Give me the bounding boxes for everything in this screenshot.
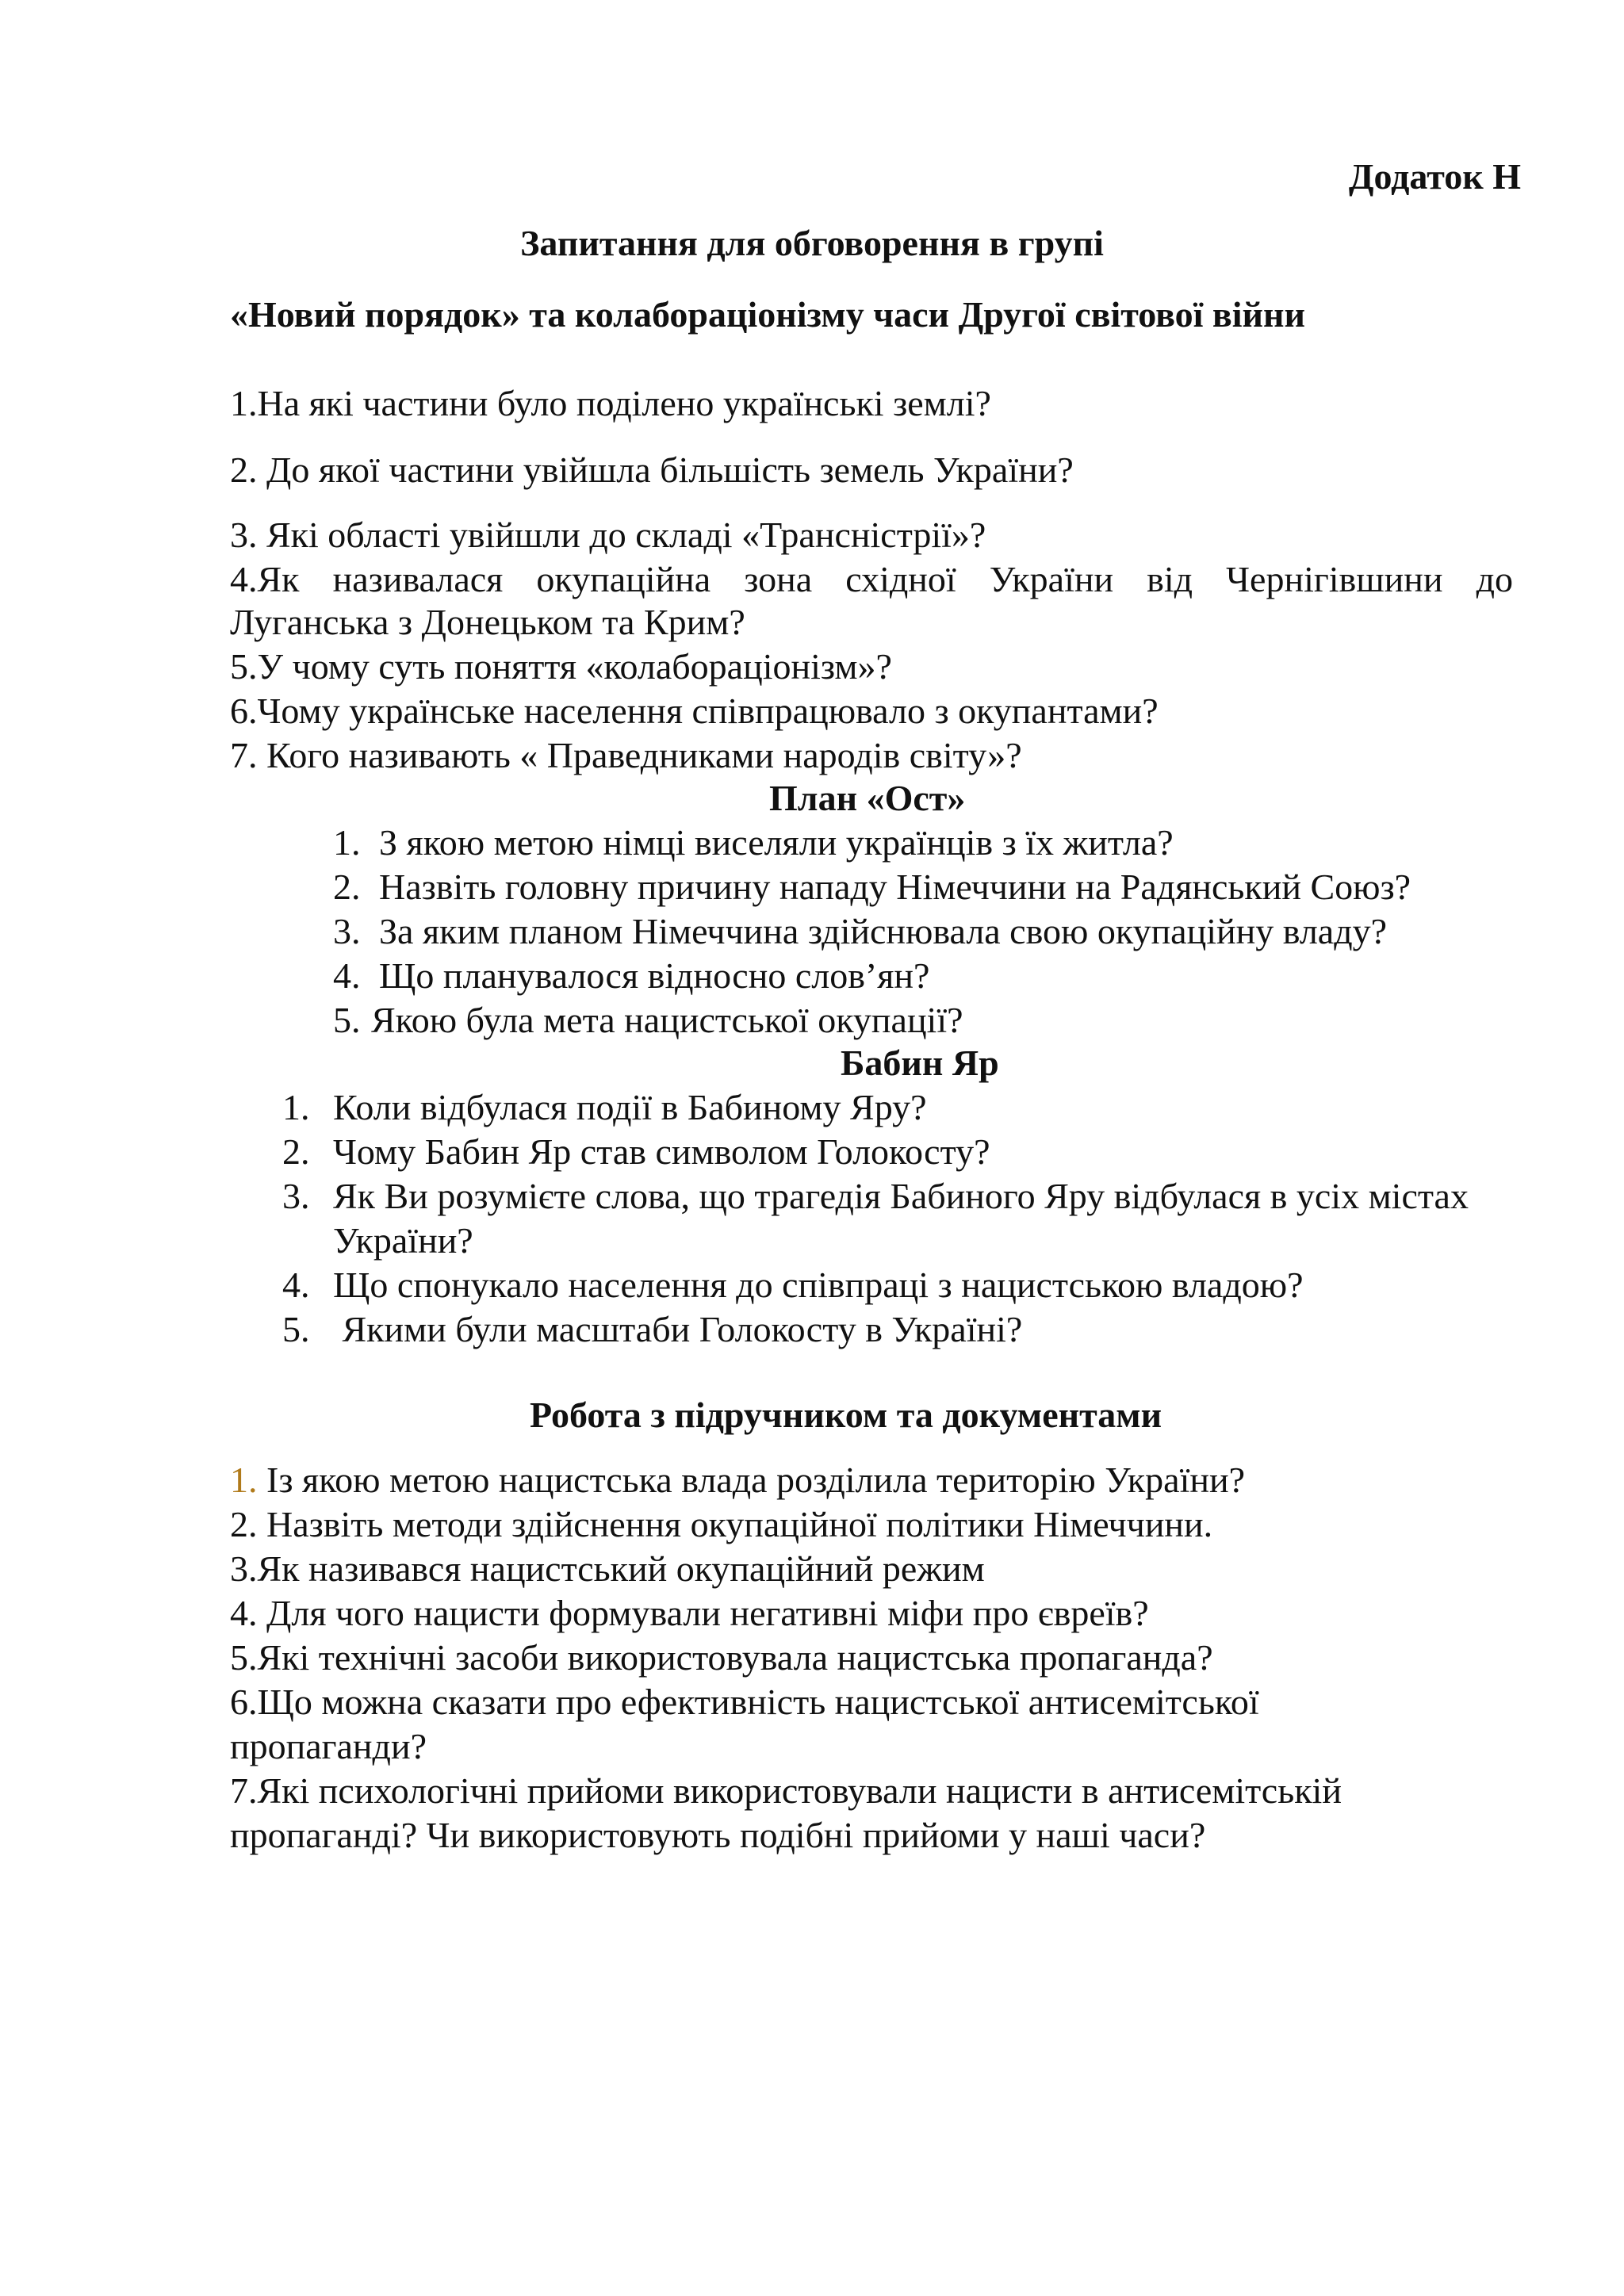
- list-item: 2. Чому Бабин Яр став символом Голокосту?: [282, 1131, 990, 1172]
- section-heading-textbook: Робота з підручником та документами: [530, 1395, 1162, 1435]
- section-heading-plan-ost: План «Ост»: [769, 778, 966, 818]
- question-line: 1. Із якою метою нацистська влада розділила територію України?: [230, 1460, 1246, 1500]
- page-title: Запитання для обговорення в групі: [520, 223, 1104, 263]
- question-line: 5.Які технічні засоби використовувала нацистська пропаганда?: [230, 1637, 1213, 1678]
- appendix-label: Додаток Н: [1348, 156, 1521, 197]
- question-line: пропаганді? Чи використовують подібні прийоми у наші часи?: [230, 1815, 1206, 1855]
- list-item: 3. Як Ви розумієте слова, що трагедія Бабиного Яру відбулася в усіх містах: [282, 1176, 1469, 1216]
- question-line: 7. Кого називають « Праведниками народів світу»?: [230, 735, 1022, 775]
- list-item: 1. Коли відбулася події в Бабиному Яру?: [282, 1087, 927, 1127]
- question-line: 4. Для чого нацисти формували негативні міфи про євреїв?: [230, 1593, 1149, 1633]
- question-line: пропаганди?: [230, 1726, 427, 1766]
- question-line: 7.Які психологічні прийоми використовували нацисти в антисемітській: [230, 1770, 1342, 1811]
- question-line: 3. Які області увійшли до складі «Трансністрії»?: [230, 515, 986, 555]
- question-line: 5.У чому суть поняття «колабораціонізм»?: [230, 646, 892, 687]
- question-line: 2. До якої частини увійшла більшість земель України?: [230, 450, 1074, 490]
- list-item: 2. Назвіть головну причину нападу Німеччини на Радянський Союз?: [333, 867, 1411, 907]
- question-line: 3.Як називався нацистський окупаційний режим: [230, 1548, 985, 1589]
- list-item: 4. Що планувалося відносно слов’ян?: [333, 955, 930, 996]
- question-line: 2. Назвіть методи здійснення окупаційної політики Німеччини.: [230, 1504, 1213, 1544]
- list-item: 5. Якою була мета нацистської окупації?: [333, 1000, 963, 1040]
- section-heading-babyn-yar: Бабин Яр: [841, 1043, 999, 1083]
- list-item: 1. З якою метою німці виселяли українців з їх житла?: [333, 822, 1174, 863]
- page-subtitle: «Новий порядок» та колабораціонізму часи Другої світової війни: [230, 294, 1306, 335]
- list-item: 3. За яким планом Німеччина здійснювала свою окупаційну владу?: [333, 911, 1388, 951]
- question-line: Луганська з Донецьком та Крим?: [230, 602, 745, 642]
- list-item: України?: [333, 1220, 473, 1261]
- question-line: 6.Чому українське населення співпрацювало з окупантами?: [230, 691, 1159, 731]
- question-line: 4.Як називалася окупаційна зона східної України від Чернігівшини до: [230, 559, 1513, 599]
- list-item: 4. Що спонукало населення до співпраці з нацистською владою?: [282, 1265, 1304, 1305]
- question-line: 6.Що можна сказати про ефективність нацистської антисемітської: [230, 1682, 1259, 1722]
- question-line: 1.На які частини було поділено українські землі?: [230, 383, 991, 423]
- list-item: 5. Якими були масштаби Голокосту в Україні?: [282, 1309, 1023, 1349]
